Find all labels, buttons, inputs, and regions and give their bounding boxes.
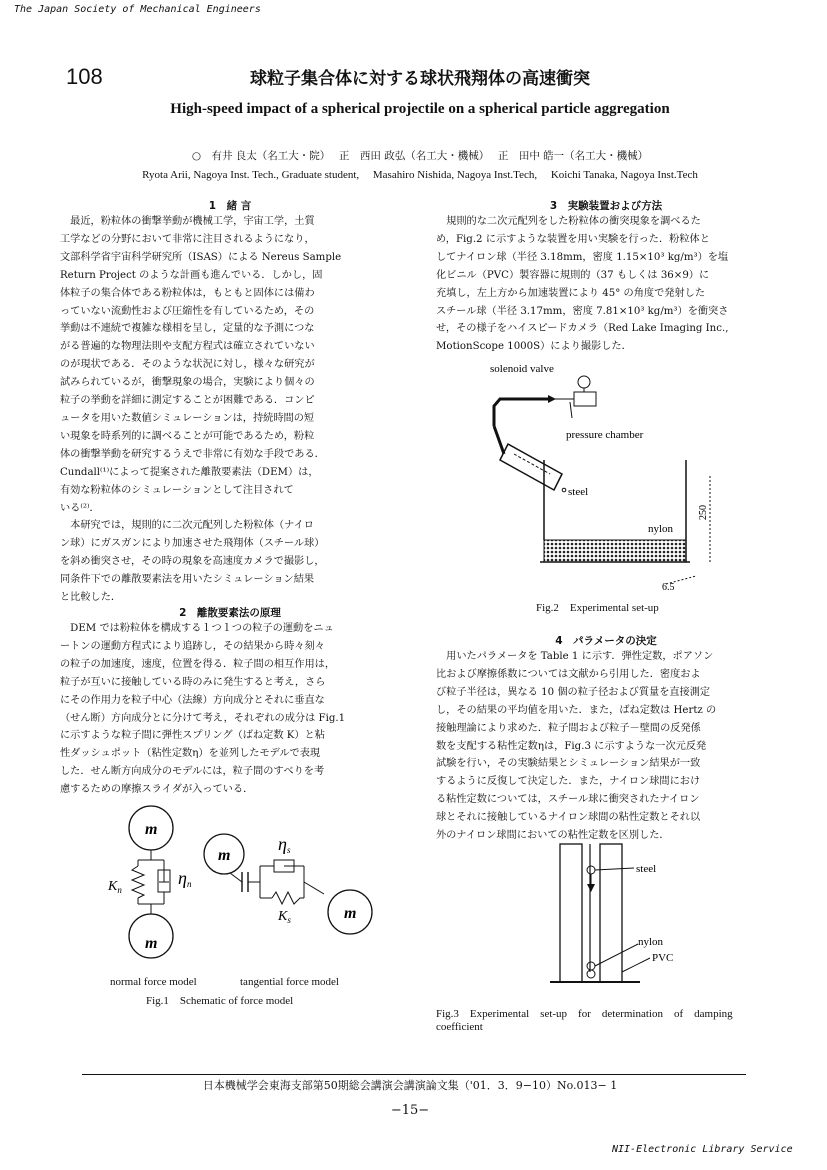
pressure-chamber [574, 392, 596, 406]
svg-text:ηs [278, 834, 291, 855]
text-line: 用いたパラメータを Table 1 に示す．弾性定数，ポアソン [436, 651, 714, 662]
footer-rule [82, 1074, 746, 1075]
text-line: がる普遍的な物理法則や支配方程式は確立されていない [60, 341, 315, 353]
text-line: 工学などの分野において非常に注目されるようになり， [60, 233, 315, 245]
svg-text:ηn [178, 868, 192, 889]
fig3-caption-line1: Fig.3 Experimental set-up for determination of damping [436, 1008, 733, 1020]
mass-label: m [145, 821, 158, 838]
text-line: 粒子が互いに接触している時のみに発生すると考え，さら [60, 676, 326, 688]
nylon-label: nylon [648, 523, 674, 535]
text-line: る粘性定数については，スチール球に衝突されたナイロン [436, 794, 700, 806]
text-line: び粒子半径は，異なる 10 個の粒子径および質量を直接測定 [436, 686, 711, 698]
spring-ks [272, 892, 304, 904]
fig3-steel-label: steel [636, 863, 657, 875]
text-line: のが現状である．そのような状況に対し，様々な研究が [60, 359, 315, 371]
text-line: DEM では粉粒体を構成する１つ１つの粒子の運動をニュ [60, 623, 334, 634]
authors-english: Ryota Arii, Nagoya Inst. Tech., Graduate student, Masahiro Nishida, Nagoya Inst.Tech, Koichi Tanaka, Nagoya Inst.Tech [142, 169, 698, 181]
text-line: Cundall⁽¹⁾によって提案された離散要素法（DEM）は， [60, 466, 319, 478]
text-line: MotionScope 1000S）により撮影した． [436, 341, 632, 353]
steel-label: steel [568, 486, 589, 498]
gas-pipe [494, 399, 548, 426]
mass-label: m [145, 935, 158, 952]
fig3-pvc-label: PVC [652, 952, 674, 964]
text-line: 性ダッシュポット（粘性定数η）を並列したモデルで表現 [60, 748, 321, 760]
text-line: 試みられているが，衝撃現象の場合，実験により個々の [60, 377, 315, 389]
text-line: ン球）にガスガンにより加速させた飛翔体（スチール球） [60, 538, 325, 550]
nylon-ball-bottom [587, 970, 595, 978]
text-line: に示すような粒子間に弾性スプリング（ばね定数 K）と粘 [60, 730, 325, 742]
fig1-caption: Fig.1 Schematic of force model [146, 995, 294, 1007]
text-line: せ，その様子をハイスピードカメラ（Red Lake Imaging Inc., [436, 323, 729, 335]
text-line: 試験を行い，その実験結果とシミュレーション結果が一致 [436, 758, 701, 770]
text-line: っていない流動性および圧縮性を有しているため，その [60, 305, 315, 317]
text-line: 球とそれに接触しているナイロン球間の粘性定数とそれ以 [436, 812, 701, 824]
text-line: Return Project のような計画も進んでいる．しかし，固 [60, 269, 323, 281]
text-line: 文部科学省宇宙科学研究所（ISAS）による Nereus Sample [60, 251, 342, 263]
text-line: し，その結果の平均値を用いた．また，ばね定数は Hertz の [436, 704, 717, 716]
bottom-dim-label: 6.5 [662, 582, 675, 593]
text-line: 挙動は不連続で複雑な様相を呈し，定量的な予測につな [60, 323, 315, 335]
section-4-body [436, 648, 776, 845]
fig3-caption-line2: coefficient [436, 1021, 483, 1033]
text-line: 化ビニル（PVC）製容器に規則的（37 もしくは 36×9）に [436, 269, 710, 281]
fig2-setup-diagram [470, 358, 730, 596]
eta-n-label: η [178, 868, 187, 888]
text-line: 体粒子の集合体である粉粒体は，もともと固体には備わ [60, 287, 315, 299]
fig2-caption: Fig.2 Experimental set-up [536, 602, 659, 614]
text-line: 数を支配する粘性定数ηは，Fig.3 に示すような一次元反発 [436, 740, 707, 752]
spring-kn [132, 866, 144, 898]
title-japanese: 球粒子集合体に対する球状飛翔体の高速衝突 [250, 69, 590, 89]
steel-ball [587, 866, 595, 874]
fig1-force-model-diagram [60, 798, 400, 976]
section-3-heading: 3 実験装置および方法 [549, 200, 663, 212]
page-footer: −15− [390, 1103, 430, 1118]
fig1-normal-label: normal force model [110, 976, 197, 988]
text-line: 規則的な二次元配列をした粉粒体の衝突現象を調べるた [436, 216, 701, 227]
text-line: め，Fig.2 に示すような装置を用い実験を行った．粉粒体と [436, 233, 710, 245]
text-line: 有効な粉粒体のシミュレーションとして注目されて [60, 484, 294, 496]
mass-label: m [218, 847, 231, 864]
society-header: The Japan Society of Mechanical Engineers [14, 4, 261, 15]
nylon-ball-top [587, 962, 595, 970]
kn-subscript: n [117, 885, 122, 895]
mass-label: m [344, 905, 357, 922]
text-line: ートンの運動方程式により追跡し，その結果から時々刻々 [60, 640, 325, 652]
text-line: 慮するための摩擦スライダが入っている． [60, 784, 254, 796]
steel-ball [562, 488, 566, 492]
text-line: するように反復して決定した．また，ナイロン球間におけ [436, 776, 701, 788]
svg-text:Ks [277, 909, 291, 925]
eta-n-subscript: n [186, 879, 192, 889]
fig3-nylon-label: nylon [638, 936, 664, 948]
service-footer: NII-Electronic Library Service [612, 1144, 793, 1155]
text-line: してナイロン球（半径 3.18mm，密度 1.15×10³ kg/m³）を塩 [436, 251, 729, 263]
text-line: と比較した． [60, 592, 122, 604]
ks-label: K [278, 909, 288, 924]
pvc-tube-left [560, 844, 582, 982]
text-line: 充填し，左上方から加速装置により 45° の角度で発射した [436, 287, 706, 299]
ks-subscript: s [287, 915, 291, 925]
height-dim-label: 250 [698, 505, 709, 520]
text-line: スチール球（半径 3.17mm，密度 7.81×10³ kg/m³）を衝突さ [436, 305, 729, 317]
solenoid-label: solenoid valve [490, 363, 554, 375]
text-line: 粒子の挙動を詳細に測定することが困難である．コンピ [60, 395, 315, 407]
text-line: にその作用力を粒子中心（法線）方向成分とそれに垂直な [60, 694, 325, 706]
nylon-particle-bed [544, 540, 686, 562]
section-1-heading: 1 緒 言 [208, 200, 252, 212]
text-line: 接触理論により求めた．粒子間および粒子－壁間の反発係 [436, 722, 701, 734]
section-2-heading: 2 離散要素法の原理 [179, 607, 281, 619]
launch-barrel [500, 444, 562, 490]
text-line: （せん断）方向成分とに分けて考え，それぞれの成分は Fig.1 [60, 712, 346, 724]
section-4-heading: 4 パラメータの決定 [555, 635, 657, 647]
text-line: い現象を時系列的に調べることが可能であるため，粉粒 [60, 430, 315, 442]
eta-s-subscript: s [286, 845, 291, 855]
text-line: ュータを用いた数値シミュレーションは，持続時間の短 [60, 412, 315, 424]
section-3-body [436, 213, 776, 356]
pressure-gauge [578, 376, 590, 388]
text-line: した．せん断方向成分のモデルには，粒子間のすべりを考 [60, 766, 325, 778]
drop-arrow [587, 884, 595, 892]
fig1-tangential-label: tangential force model [240, 976, 339, 988]
svg-text:Kn [107, 879, 122, 895]
valve-symbol [548, 395, 556, 403]
text-line: 体の衝撃挙動を研究するうえで非常に有効な手段である． [60, 448, 325, 460]
authors-japanese: ○ 有井 良太（名工大・院） 正 西田 政弘（名工大・機械） 正 田中 皓一（名工大・機械） [191, 150, 649, 162]
text-line: 本研究では，規則的に二次元配列した粉粒体（ナイロ [60, 520, 314, 532]
section-2-body [60, 620, 403, 799]
text-line: 外のナイロン球間においての粘性定数を区別した． [436, 830, 670, 842]
text-line: の粒子の加速度，速度，位置を得る．粒子間の相互作用は， [60, 658, 336, 670]
text-line: いる⁽²⁾． [60, 502, 100, 514]
text-line: 最近，粉粒体の衝撃挙動が機械工学，宇宙工学，土質 [60, 216, 315, 227]
fig3-caption [436, 1005, 776, 1033]
text-line: 同条件下での離散要素法を用いたシミュレーション結果 [60, 574, 315, 586]
text-line: 比および摩擦係数については文献から引用した．密度およ [436, 668, 701, 680]
text-line: を斜め衝突させ，その時の現象を高速度カメラで撮影し， [60, 556, 325, 568]
fig3-setup-diagram [540, 840, 690, 990]
section-1-body [60, 213, 403, 607]
page-number: 108 [66, 64, 103, 89]
title-english: High-speed impact of a spherical projectile on a spherical particle aggregation [170, 101, 670, 117]
kn-label: K [108, 879, 118, 894]
proceedings-footer: 日本機械学会東海支部第50期総会講演会講演論文集（'01．3．9−10）No.013− 1 [202, 1079, 618, 1092]
eta-s-label: η [278, 834, 287, 854]
pressure-label: pressure chamber [566, 429, 644, 441]
